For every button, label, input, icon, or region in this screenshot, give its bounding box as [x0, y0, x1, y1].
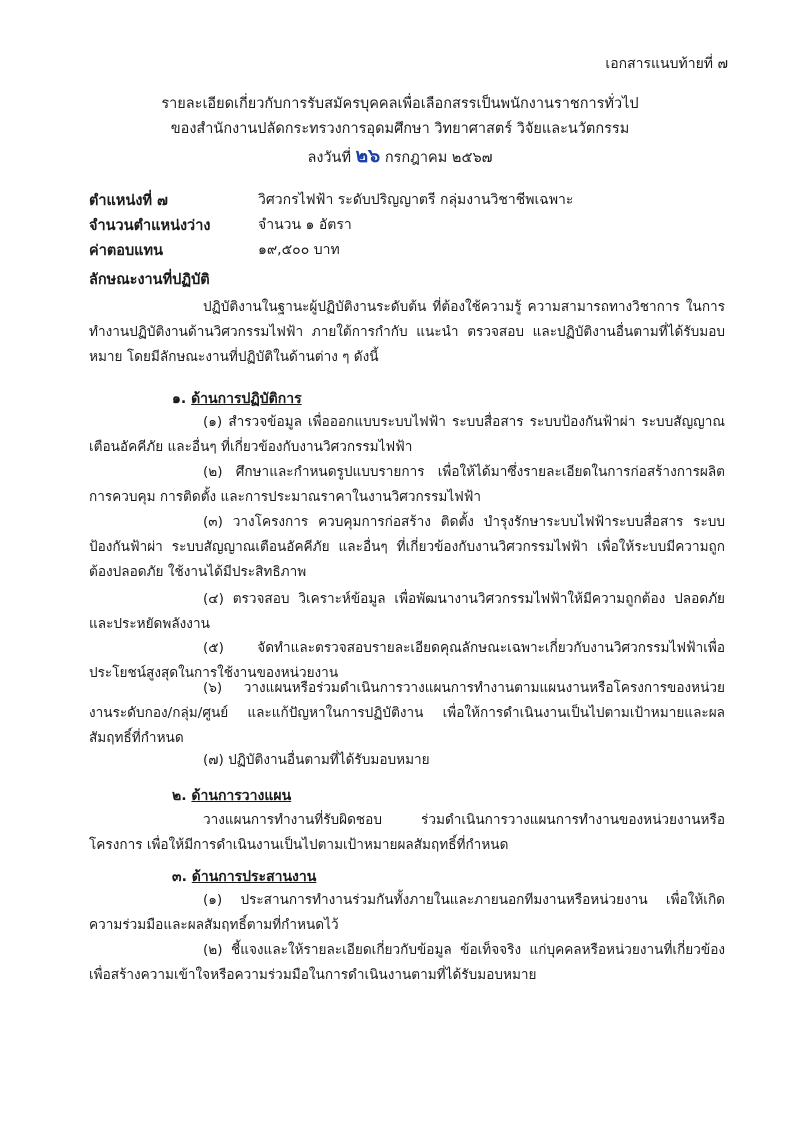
date-month-year: กรกฎาคม ๒๕๖๗	[384, 150, 493, 166]
section-3-heading	[172, 866, 316, 888]
section-3-item-2	[89, 938, 725, 988]
section-2-title: ด้านการวางแผน	[191, 788, 292, 804]
item-text: (๕) จัดทำและตรวจสอบรายละเอียดคุณลักษณะเฉพาะเกี่ยวกับงานวิศวกรรมไฟฟ้าเพื่อประโยชน์สูงสุดในการใช้งานของหน่วยงาน	[89, 640, 725, 681]
item-text: วางแผนการทำงานที่รับผิดชอบ ร่วมดำเนินการวางแผนการทำงานของหน่วยงานหรือโครงการ เพื่อให้มีการดำเนินงานเป็นไปตามเป้าหมายผลสัมฤทธิ์ที่กำหนด	[89, 812, 725, 853]
title-date	[0, 141, 800, 171]
intro-text: ปฏิบัติงานในฐานะผู้ปฏิบัติงานระดับต้น ที่ต้องใช้ความรู้ ความสามารถทางวิชาการ ในการทำงานปฏิบัติงานด้านวิศวกรรมไฟฟ้า ภายใต้การกำกับ แนะนำ ตรวจสอบ และปฏิบัติงานอื่นตามที่ได้รับมอบหมาย โดยมีลักษณะงานที่ปฏิบัติในด้านต่าง ๆ ดังนี้	[89, 299, 725, 365]
item-text: (๒) ชี้แจงและให้รายละเอียดเกี่ยวกับข้อมูล ข้อเท็จจริง แก่บุคคลหรือหน่วยงานที่เกี่ยวข้อง เพื่อสร้างความเข้าใจหรือความร่วมมือในการดำเนินงานตามที่ได้รับมอบหมาย	[89, 942, 725, 983]
section-1-item-4	[89, 587, 725, 637]
section-1-item-2	[89, 460, 725, 510]
annex-label: เอกสารแนบท้ายที่ ๗	[605, 56, 728, 72]
section-3-number: ๓.	[172, 869, 187, 885]
item-text: (๗) ปฏิบัติงานอื่นตามที่ได้รับมอบหมาย	[203, 752, 430, 768]
title-line-1: รายละเอียดเกี่ยวกับการรับสมัครบุคคลเพื่อเลือกสรรเป็นพนักงานราชการทั่วไป	[161, 96, 639, 112]
salary-value: ๑๙,๕๐๐ บาท	[258, 242, 340, 258]
section-1-item-3	[89, 510, 725, 585]
section-1-number: ๑.	[172, 391, 187, 407]
section-3-title: ด้านการประสานงาน	[191, 869, 317, 885]
section-1-item-1	[89, 410, 725, 460]
date-day: ๒๖	[355, 145, 381, 167]
section-2-heading	[172, 785, 291, 807]
item-text: (๑) ประสานการทำงานร่วมกันทั้งภายในและภายนอกทีมงานหรือหน่วยงาน เพื่อให้เกิดความร่วมมือและผลสัมฤทธิ์ตามที่กำหนดไว้	[89, 892, 725, 933]
salary-label: ค่าตอบแทน	[89, 243, 163, 259]
item-text: (๑) สำรวจข้อมูล เพื่อออกแบบระบบไฟฟ้า ระบบสื่อสาร ระบบป้องกันฟ้าผ่า ระบบสัญญาณเตือนอัคคีภัย และอื่นๆ ที่เกี่ยวข้องกับงานวิศวกรรมไฟฟ้า	[89, 414, 725, 455]
item-text: (๖) วางแผนหรือร่วมดำเนินการวางแผนการทำงานตามแผนงานหรือโครงการของหน่วยงานระดับกอง/กลุ่ม/ศูนย์ และแก้ปัญหาในการปฏิบัติงาน เพื่อให้การดำเนินงานเป็นไปตามเป้าหมายและผลสัมฤทธิ์ที่กำหนด	[89, 680, 725, 746]
section-1-title: ด้านการปฏิบัติการ	[191, 391, 302, 407]
item-text: (๔) ตรวจสอบ วิเคราะห์ข้อมูล เพื่อพัฒนางานวิศวกรรมไฟฟ้าให้มีความถูกต้อง ปลอดภัยและประหยัดพลังงาน	[89, 591, 725, 632]
section-1-heading	[172, 388, 302, 410]
section-1-item-7	[89, 748, 725, 773]
item-text: (๒) ศึกษาและกำหนดรูปแบบรายการ เพื่อให้ได้มาซึ่งรายละเอียดในการก่อสร้างการผลิต การควบคุม การติดตั้ง และการประมาณราคาในงานวิศวกรรมไฟฟ้า	[89, 464, 725, 505]
section-2-item-1	[89, 808, 725, 858]
section-3-item-1	[89, 888, 725, 938]
section-title: ลักษณะงานที่ปฏิบัติ	[89, 272, 210, 288]
intro-paragraph	[89, 295, 725, 370]
section-1-item-6	[89, 676, 725, 751]
position-value: วิศวกรไฟฟ้า ระดับปริญญาตรี กลุ่มงานวิชาชีพเฉพาะ	[258, 192, 574, 208]
item-text: (๓) วางโครงการ ควบคุมการก่อสร้าง ติดตั้ง บำรุงรักษาระบบไฟฟ้าระบบสื่อสาร ระบบป้องกันฟ้าผ่า ระบบสัญญาณเตือนอัคคีภัย และอื่นๆ ที่เกี่ยวข้องกับงานวิศวกรรมไฟฟ้า เพื่อให้ระบบมีความถูกต้องปลอดภัย ใช้งานได้มีประสิทธิภาพ	[89, 514, 725, 580]
section-2-number: ๒.	[172, 788, 187, 804]
date-prefix: ลงวันที่	[307, 150, 352, 166]
vacancy-value: จำนวน ๑ อัตรา	[258, 217, 352, 233]
position-label: ตำแหน่งที่ ๗	[89, 193, 168, 209]
vacancy-label: จำนวนตำแหน่งว่าง	[89, 218, 211, 234]
title-line-2: ของสำนักงานปลัดกระทรวงการอุดมศึกษา วิทยาศาสตร์ วิจัยและนวัตกรรม	[170, 121, 630, 137]
